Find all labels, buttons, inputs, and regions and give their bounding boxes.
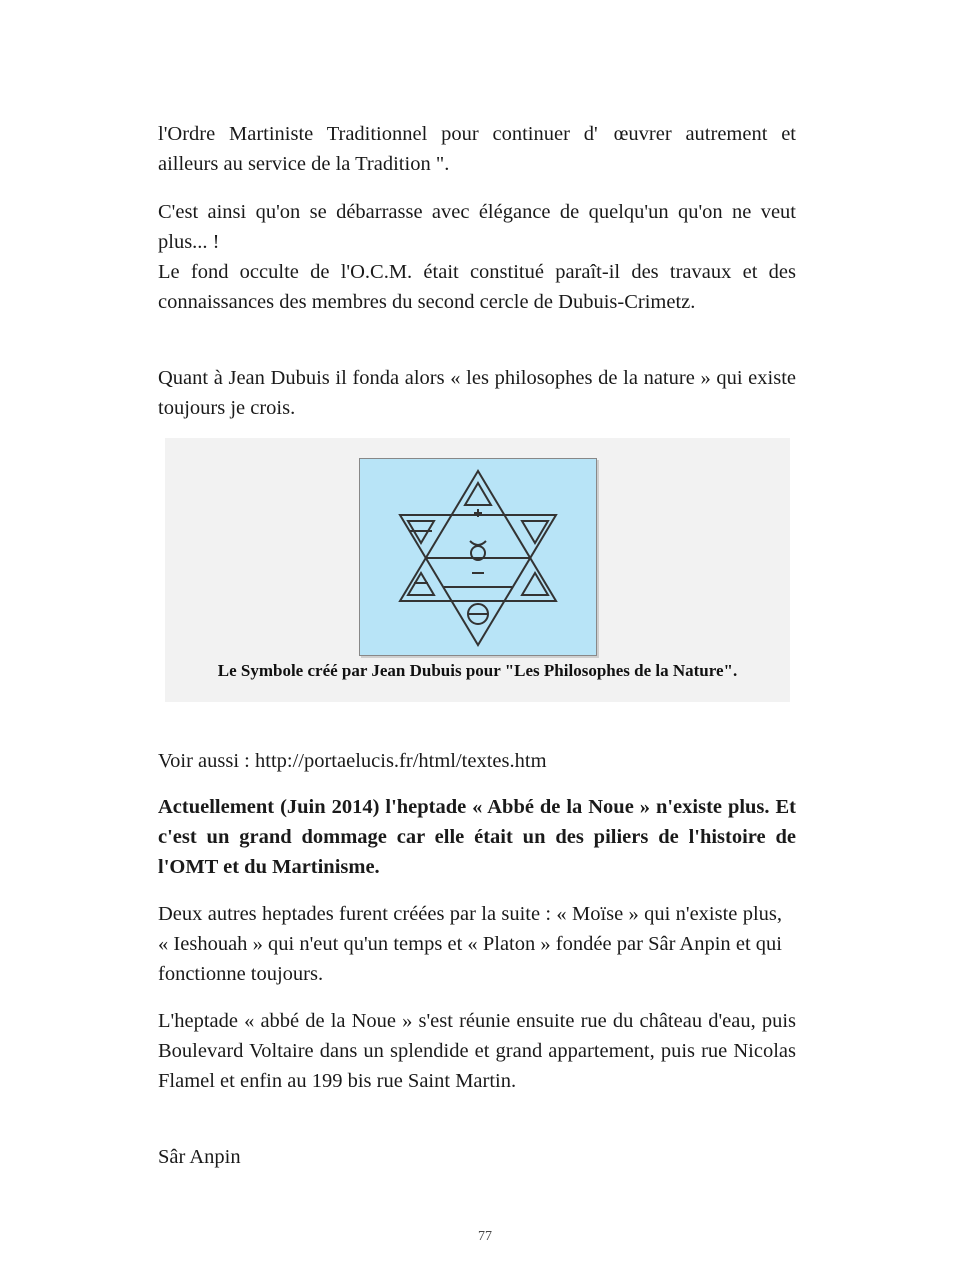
hexagram-symbol-icon [360, 459, 596, 655]
paragraph-2a: C'est ainsi qu'on se débarrasse avec élégance de quelqu'un qu'on ne veut plus... ! [158, 201, 796, 253]
upward-triangle [400, 471, 556, 601]
page-number: 77 [478, 1229, 492, 1244]
paragraph-7: L'heptade « abbé de la Noue » s'est réunie ensuite rue du château d'eau, puis Boulevard Voltaire dans un splendide et grand appartement, puis rue Nicolas Flamel et enfin au 199 bis rue Saint Martin. [158, 1010, 796, 1092]
paragraph-2b: Le fond occulte de l'O.C.M. était constitué paraît-il des travaux et des connaissances des membres du second cercle de Dubuis-Crimetz. [158, 261, 796, 313]
symbol-figure [165, 438, 790, 702]
signature: Sâr Anpin [158, 1146, 241, 1168]
downward-triangle [400, 515, 556, 645]
paragraph-3: Quant à Jean Dubuis il fonda alors « les philosophes de la nature » qui existe toujours je crois. [158, 367, 796, 419]
paragraph-5: Actuellement (Juin 2014) l'heptade « Abbé de la Noue » n'existe plus. Et c'est un grand dommage car elle était un des piliers de l'histoire de l'OMT et du Martinisme. [158, 796, 796, 878]
symbol-image [359, 458, 597, 656]
paragraph-4 [158, 746, 796, 776]
paragraph-1: l'Ordre Martiniste Traditionnel pour continuer d' œuvrer autrement et ailleurs au service de la Tradition ". [158, 123, 796, 175]
see-also-link[interactable]: Voir aussi : http://portaelucis.fr/html/textes.htm [158, 750, 547, 772]
figure-caption: Le Symbole créé par Jean Dubuis pour "Les Philosophes de la Nature". [217, 661, 738, 680]
paragraph-6: Deux autres heptades furent créées par la suite : « Moïse » qui n'existe plus, « Ieshouah » qui n'eut qu'un temps et « Platon » fondée par Sâr Anpin et qui fonctionne toujours. [158, 903, 782, 985]
